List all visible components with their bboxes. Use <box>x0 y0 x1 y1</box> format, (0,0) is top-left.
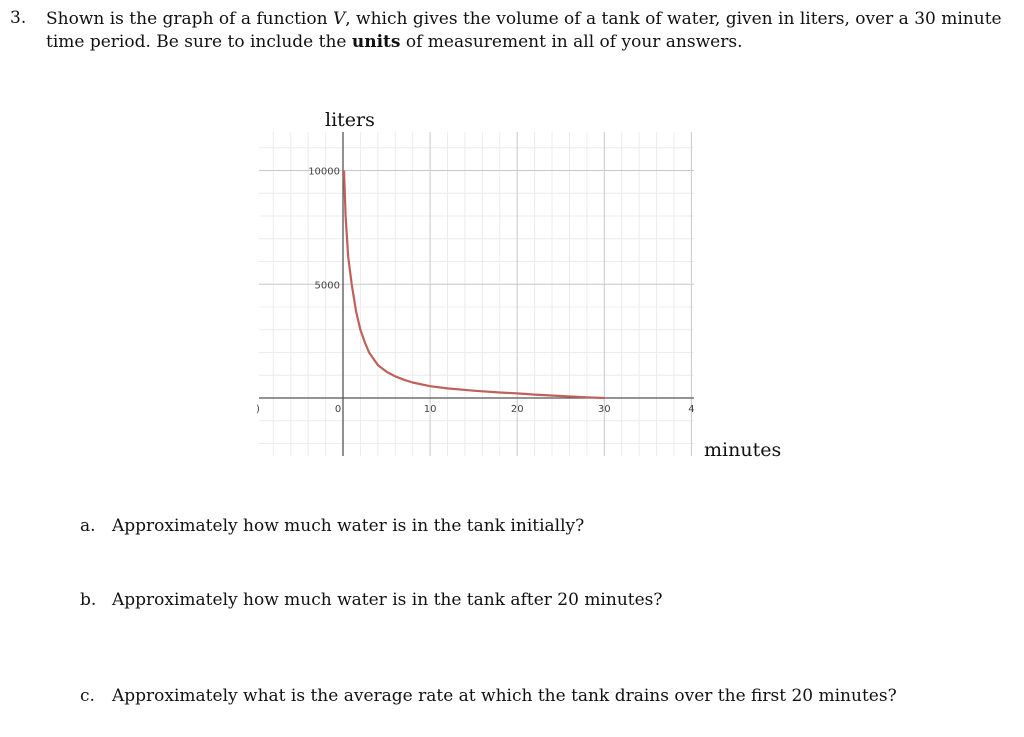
question-a-label: a. <box>80 516 96 536</box>
problem-text-part2: , which gives the volume of a tank of water, given in liters, over a 30 minute time period. Be sure to include the <box>46 9 1002 52</box>
question-a <box>80 516 584 536</box>
x-tick-label: 20 <box>510 404 524 415</box>
question-c <box>80 686 897 706</box>
problem-number: 3. <box>10 8 27 28</box>
function-name: V <box>332 9 346 29</box>
y-tick-label: 10000 <box>308 166 340 178</box>
tick-labels <box>256 167 695 416</box>
x-tick-label-left-edge: ) <box>256 404 260 415</box>
y-tick-label: 5000 <box>314 280 340 292</box>
question-b-label: b. <box>80 590 97 610</box>
x-tick-label: 30 <box>597 404 611 415</box>
minor-grid <box>259 132 694 456</box>
x-tick-label: 10 <box>423 404 437 415</box>
x-tick-label: 4 <box>688 404 695 415</box>
question-c-label: c. <box>80 686 95 706</box>
problem-text-part3: of measurement in all of your answers. <box>400 32 743 52</box>
question-c-text: Approximately what is the average rate at which the tank drains over the first 20 minutes? <box>112 686 897 706</box>
units-emphasis: units <box>351 32 401 52</box>
question-b-text: Approximately how much water is in the tank after 20 minutes? <box>112 590 663 610</box>
major-grid <box>259 132 694 456</box>
question-b <box>80 590 663 610</box>
x-tick-label: 0 <box>334 404 342 415</box>
question-a-text: Approximately how much water is in the tank initially? <box>112 516 585 536</box>
x-axis-title: minutes <box>704 439 782 461</box>
problem-text-part1: Shown is the graph of a function <box>46 9 333 29</box>
y-axis-title: liters <box>325 109 375 131</box>
axes <box>259 132 694 456</box>
